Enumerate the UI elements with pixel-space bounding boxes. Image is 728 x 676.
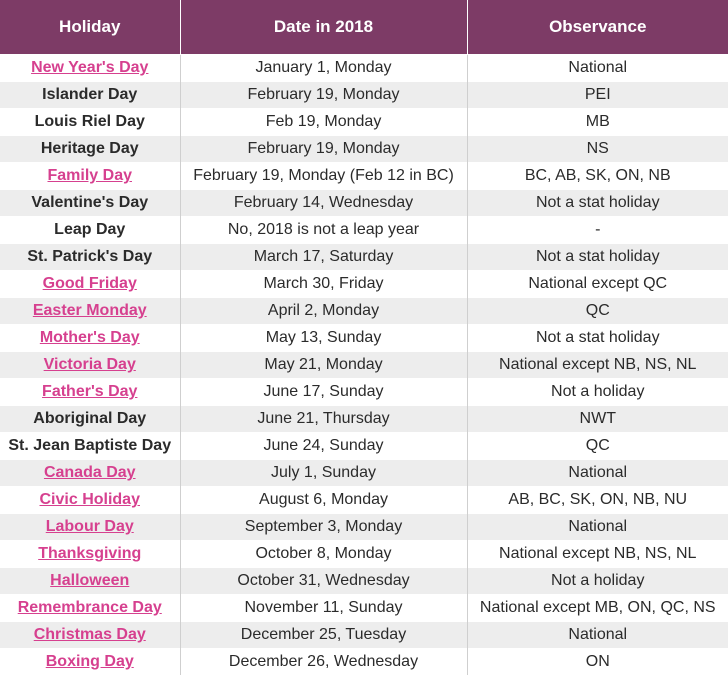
table-row (0, 298, 728, 325)
observance-cell: NS (467, 136, 728, 163)
observance-cell: National (467, 622, 728, 649)
observance-cell: National except NB, NS, NL (467, 541, 728, 568)
observance-cell: AB, BC, SK, ON, NB, NU (467, 487, 728, 514)
holiday-cell[interactable] (0, 568, 180, 595)
table-row (0, 622, 728, 649)
header-date: Date in 2018 (180, 0, 467, 55)
date-cell: December 26, Wednesday (180, 649, 467, 676)
date-cell: June 21, Thursday (180, 406, 467, 433)
holiday-link[interactable]: Family Day (47, 167, 132, 184)
date-cell: August 6, Monday (180, 487, 467, 514)
date-cell: July 1, Sunday (180, 460, 467, 487)
holiday-link[interactable]: Canada Day (43, 464, 136, 481)
header-row (0, 0, 728, 55)
holiday-link[interactable]: Father's Day (42, 383, 138, 400)
observance-cell: QC (467, 433, 728, 460)
observance-cell: Not a holiday (467, 379, 728, 406)
holiday-link[interactable]: Easter Monday (32, 302, 147, 319)
holiday-cell[interactable] (0, 55, 180, 82)
table-row (0, 55, 728, 82)
observance-cell: National except QC (467, 271, 728, 298)
holiday-cell[interactable] (0, 541, 180, 568)
table-row (0, 271, 728, 298)
date-cell: No, 2018 is not a leap year (180, 217, 467, 244)
table-body (0, 55, 728, 676)
table-row (0, 595, 728, 622)
date-cell: October 31, Wednesday (180, 568, 467, 595)
holiday-cell[interactable] (0, 460, 180, 487)
date-cell: May 21, Monday (180, 352, 467, 379)
holiday-cell[interactable] (0, 271, 180, 298)
observance-cell: MB (467, 109, 728, 136)
table-row (0, 514, 728, 541)
header-observance: Observance (467, 0, 728, 55)
date-cell: June 17, Sunday (180, 379, 467, 406)
observance-cell: National except MB, ON, QC, NS (467, 595, 728, 622)
table-row (0, 352, 728, 379)
holiday-link[interactable]: Halloween (50, 572, 130, 589)
observance-cell: National (467, 460, 728, 487)
holiday-link[interactable]: Thanksgiving (38, 545, 142, 562)
holiday-link[interactable]: Victoria Day (43, 356, 136, 373)
date-cell: March 17, Saturday (180, 244, 467, 271)
table-row (0, 541, 728, 568)
holiday-link[interactable]: Remembrance Day (17, 599, 162, 616)
holiday-cell[interactable] (0, 649, 180, 676)
table-row (0, 568, 728, 595)
table-row (0, 406, 728, 433)
observance-cell: NWT (467, 406, 728, 433)
observance-cell: Not a holiday (467, 568, 728, 595)
observance-cell: National except NB, NS, NL (467, 352, 728, 379)
date-cell: April 2, Monday (180, 298, 467, 325)
date-cell: February 14, Wednesday (180, 190, 467, 217)
observance-cell: PEI (467, 82, 728, 109)
table-row (0, 244, 728, 271)
date-cell: February 19, Monday (Feb 12 in BC) (180, 163, 467, 190)
observance-cell: QC (467, 298, 728, 325)
holiday-link[interactable]: Civic Holiday (39, 491, 140, 508)
table-row (0, 379, 728, 406)
table-row (0, 217, 728, 244)
holiday-link[interactable]: Labour Day (45, 518, 134, 535)
holiday-cell[interactable] (0, 487, 180, 514)
table-row (0, 163, 728, 190)
date-cell: February 19, Monday (180, 136, 467, 163)
table-row (0, 190, 728, 217)
table-row (0, 109, 728, 136)
holiday-link[interactable]: Boxing Day (45, 653, 134, 670)
table-row (0, 460, 728, 487)
header-holiday: Holiday (0, 0, 180, 55)
table-row (0, 487, 728, 514)
holiday-cell[interactable] (0, 514, 180, 541)
table-row (0, 433, 728, 460)
holiday-link[interactable]: Mother's Day (39, 329, 140, 346)
table-row (0, 649, 728, 676)
holiday-cell: Islander Day (0, 82, 180, 109)
holiday-cell: Louis Riel Day (0, 109, 180, 136)
holiday-link[interactable]: New Year's Day (31, 59, 149, 76)
observance-cell: National (467, 514, 728, 541)
holiday-cell: St. Patrick's Day (0, 244, 180, 271)
date-cell: June 24, Sunday (180, 433, 467, 460)
holiday-cell: Valentine's Day (0, 190, 180, 217)
holiday-cell[interactable] (0, 379, 180, 406)
table-row (0, 136, 728, 163)
holiday-cell[interactable] (0, 325, 180, 352)
observance-cell: Not a stat holiday (467, 244, 728, 271)
holiday-cell[interactable] (0, 622, 180, 649)
observance-cell: BC, AB, SK, ON, NB (467, 163, 728, 190)
holiday-link[interactable]: Christmas Day (33, 626, 146, 643)
holiday-cell: Leap Day (0, 217, 180, 244)
holiday-cell[interactable] (0, 352, 180, 379)
holiday-cell[interactable] (0, 595, 180, 622)
observance-cell: - (467, 217, 728, 244)
date-cell: October 8, Monday (180, 541, 467, 568)
holiday-cell: Aboriginal Day (0, 406, 180, 433)
holiday-cell: Heritage Day (0, 136, 180, 163)
observance-cell: Not a stat holiday (467, 190, 728, 217)
table-row (0, 325, 728, 352)
date-cell: March 30, Friday (180, 271, 467, 298)
date-cell: Feb 19, Monday (180, 109, 467, 136)
date-cell: September 3, Monday (180, 514, 467, 541)
table-row (0, 82, 728, 109)
date-cell: February 19, Monday (180, 82, 467, 109)
observance-cell: Not a stat holiday (467, 325, 728, 352)
observance-cell: National (467, 55, 728, 82)
holiday-link[interactable]: Good Friday (42, 275, 137, 292)
holiday-cell[interactable] (0, 298, 180, 325)
observance-cell: ON (467, 649, 728, 676)
holiday-cell[interactable] (0, 163, 180, 190)
date-cell: January 1, Monday (180, 55, 467, 82)
date-cell: December 25, Tuesday (180, 622, 467, 649)
holiday-cell: St. Jean Baptiste Day (0, 433, 180, 460)
date-cell: May 13, Sunday (180, 325, 467, 352)
date-cell: November 11, Sunday (180, 595, 467, 622)
